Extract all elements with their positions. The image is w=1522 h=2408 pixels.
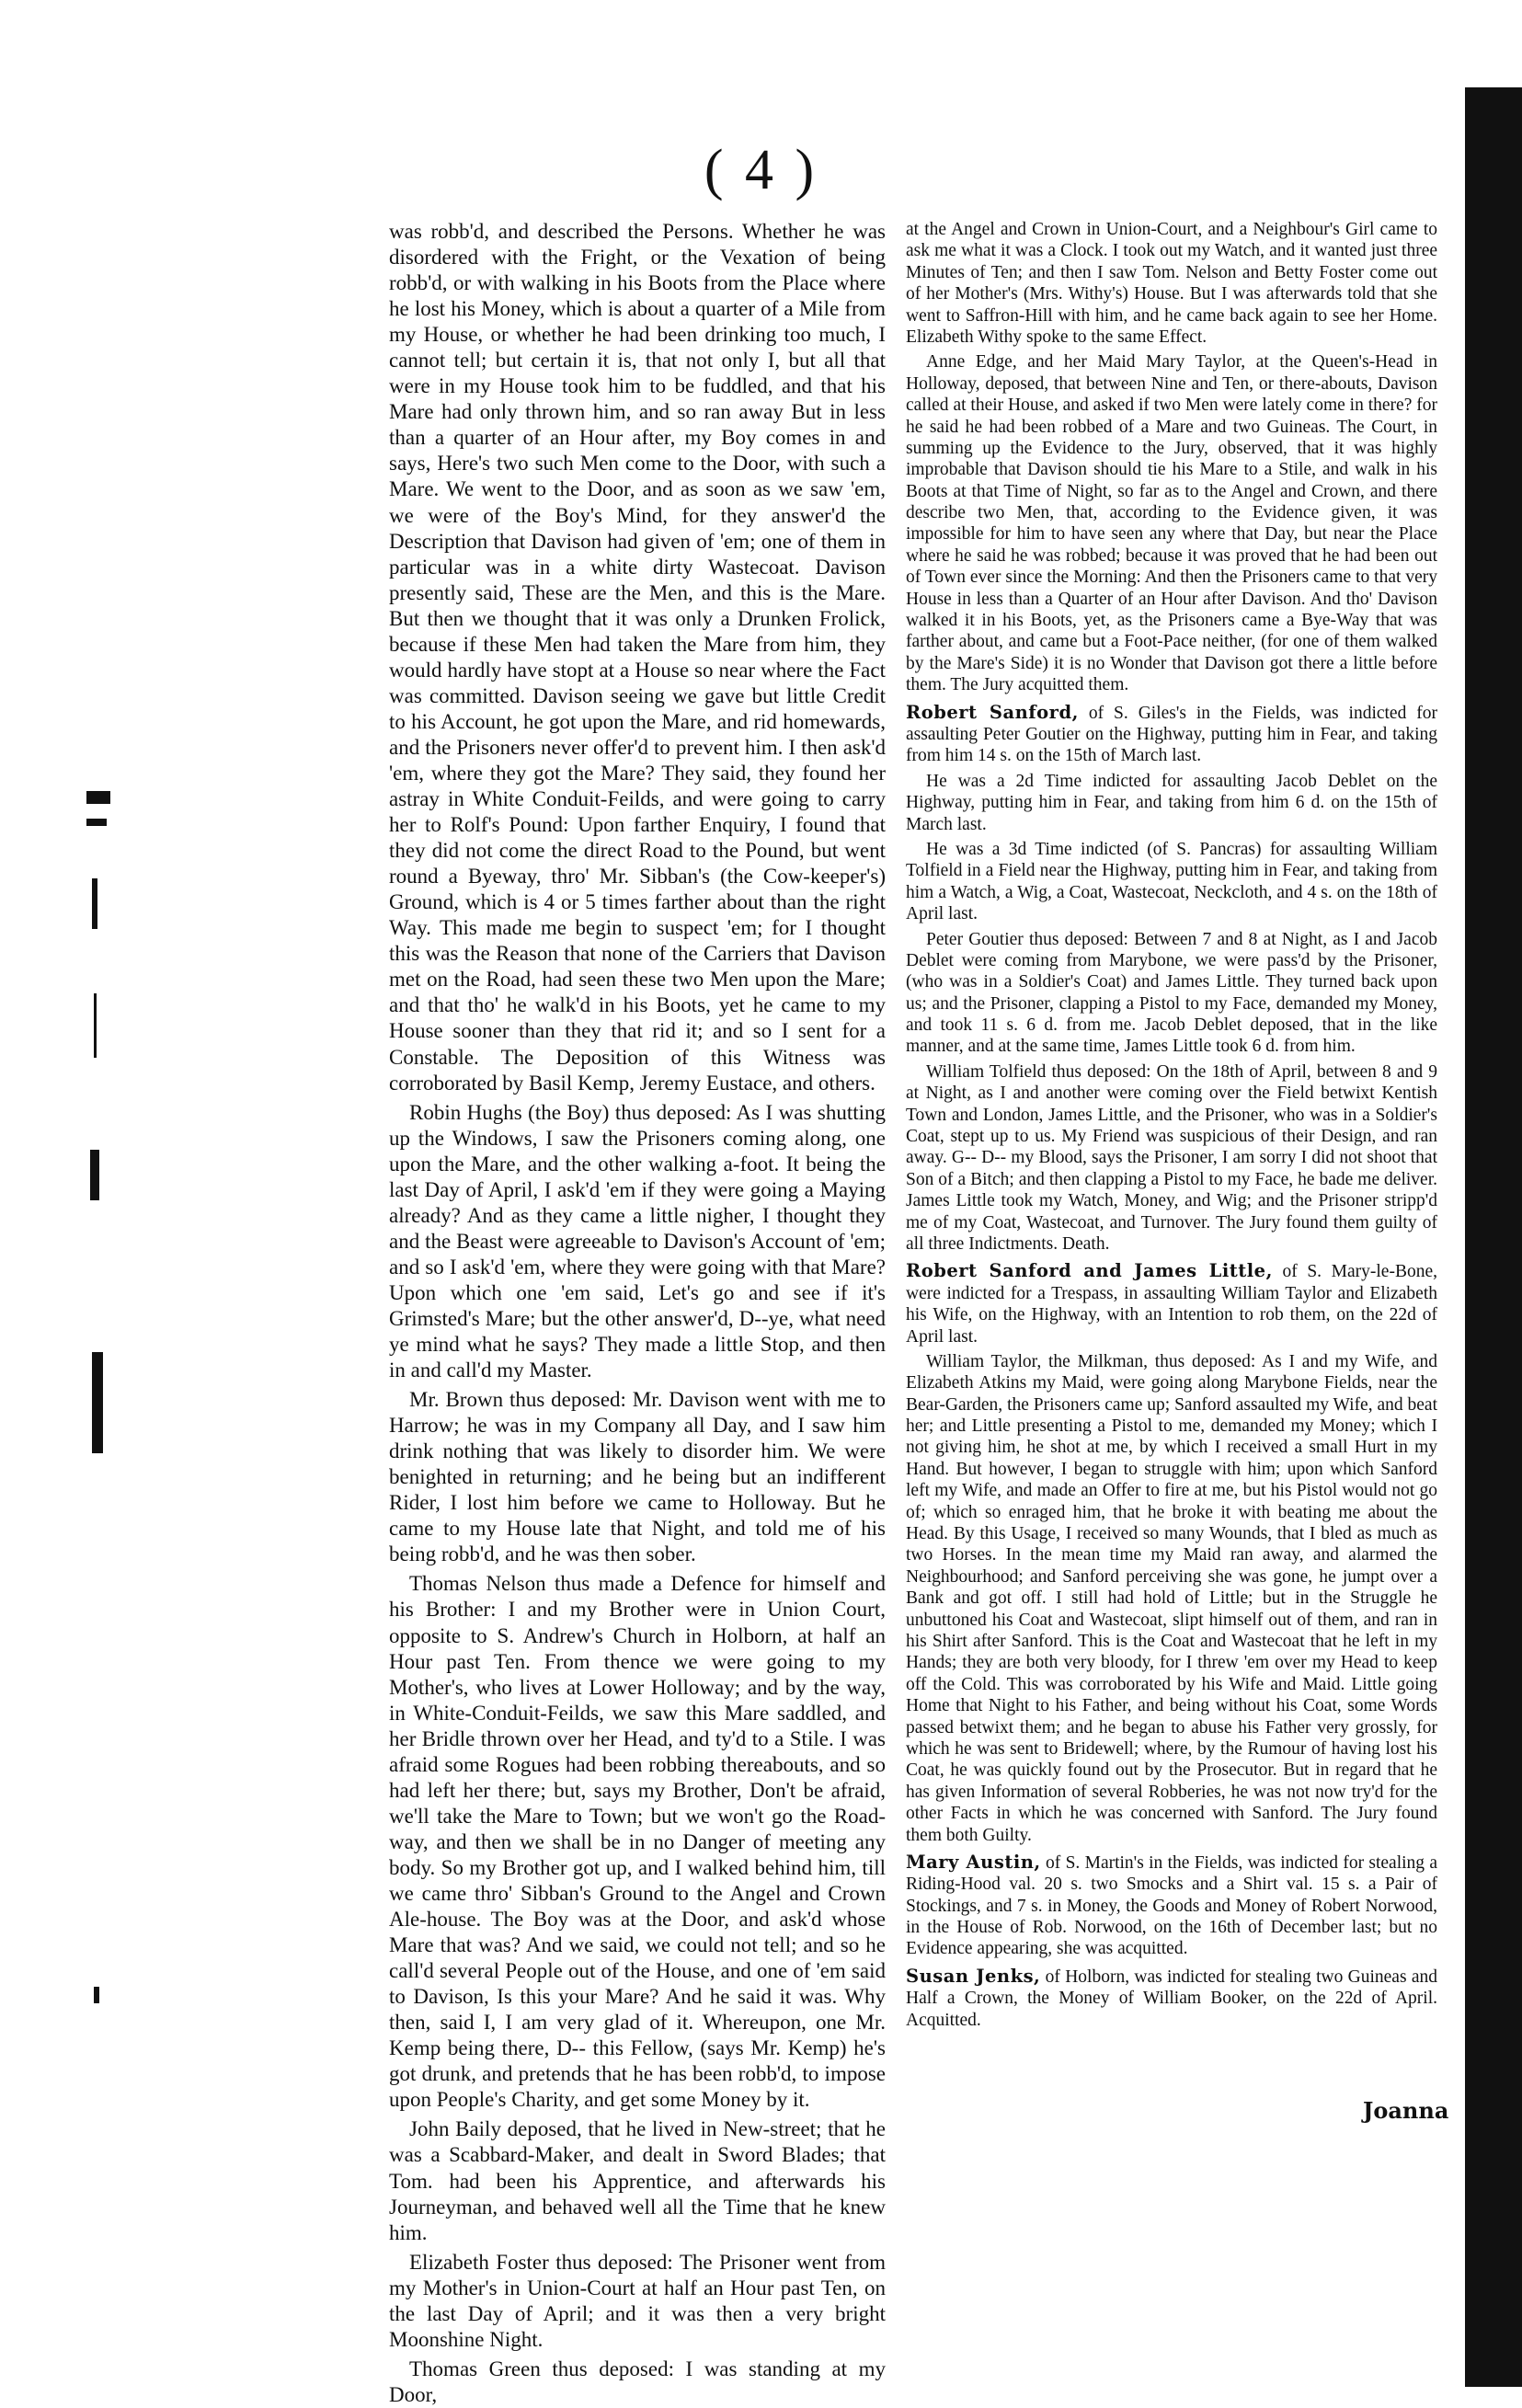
- defendant-name: Mary Austin,: [906, 1851, 1041, 1873]
- paragraph: Peter Goutier thus deposed: Between 7 and 8 at Night, as I and Jacob Deblet were coming from Marybone, we were pass'd by the Prisoner, (who was in a Soldier's Coat) and James Little. They turned back upon us; and the Prisoner, clapping a Pistol to my Face, demanded my Money, and took 11 s. 6 d. from me. Jacob Deblet deposed, that in the like manner, and at the same time, James Little took 6 d. from him.: [906, 929, 1437, 1057]
- scan-edge-marks: [74, 791, 110, 2005]
- paragraph: Robin Hughs (the Boy) thus deposed: As I was shutting up the Windows, I saw the Prisoners coming along, one upon the Mare, and the other walking a-foot. It being the last Day of April, I ask'd 'em if they were going a Maying already? And as they came a little nigher, I thought they and the Beast were agreeable to Davison's Account of 'em; and so I ask'd 'em, where they were going with that Mare? Upon which one 'em said, Let's go and see if it's Grimsted's Mare; but the other answer'd, D--ye, what need ye mind what he says? They made a little Stop, and then in and call'd my Master.: [389, 1100, 886, 1382]
- case-entry: [906, 1260, 1437, 1347]
- paragraph: He was a 2d Time indicted for assaulting Jacob Deblet on the Highway, putting him in Fear, and taking from him 6 d. on the 15th of March last.: [906, 771, 1437, 834]
- paragraph: He was a 3d Time indicted (of S. Pancras) for assaulting William Tolfield in a Field near the Highway, putting him in Fear, and taking from him a Watch, a Wig, a Coat, Wastecoat, Neckcloth, and 4 s. on the 18th of April last.: [906, 839, 1437, 924]
- scan-binding-edge: [1465, 87, 1522, 2387]
- left-column: [389, 219, 886, 2406]
- case-entry: [906, 1966, 1437, 2031]
- right-column: [906, 219, 1437, 2114]
- case-text: of S. Giles's in the Fields, was indicted for assaulting Peter Goutier on the Highway, putting him in Fear, and taking from him 14 s. on the 15th of March last.: [906, 703, 1438, 766]
- defendant-name: Robert Sanford and James Little,: [906, 1260, 1273, 1282]
- paragraph: Thomas Nelson thus made a Defence for himself and his Brother: I and my Brother were in Union Court, opposite to S. Andrew's Church in Holborn, at half an Hour past Ten. From thence we were going to my Mother's, who lives at Lower Holloway; and by the way, in White-Conduit-Feilds, we saw this Mare saddled, and her Bridle thrown over her Head, and ty'd to a Stile. I was afraid some Rogues had been robbing thereabouts, and so had left her there; but, says my Brother, Don't be afraid, we'll take the Mare to Town; but we won't go the Road-way, and then we shall be in no Danger of meeting any body. So my Brother got up, and I walked behind him, till we came thro' Sibban's Ground to the Angel and Crown Ale-house. The Boy was at the Door, and ask'd whose Mare that was? And we said, we could not tell; and so he call'd several People out of the House, and one of 'em said to Davison, Is this your Mare? And he said it was. Why then, said I, I am very glad of it. Whereupon, one Mr. Kemp being there, D-- this Fellow, (says Mr. Kemp) he's got drunk, and pretends that he has been robb'd, to impose upon People's Charity, and get some Money by it.: [389, 1572, 886, 2112]
- page-number: ( 4 ): [704, 139, 818, 201]
- catchword: Joanna: [1363, 2097, 1449, 2124]
- case-text: of Holborn, was indicted for stealing two Guineas and Half a Crown, the Money of William Booker, on the 22d of April. Acquitted.: [906, 1967, 1438, 2030]
- paragraph: was robb'd, and described the Persons. Whether he was disordered with the Fright, or the Vexation of being robb'd, or with walking in his Boots from the Place where he lost his Money, which is about a quarter of a Mile from my House, or whether he had been drinking too much, I cannot tell; but certain it is, that not only I, but all that were in my House took him to be fuddled, and that his Mare had only thrown him, and so ran away But in less than a quarter of an Hour after, my Boy comes in and says, Here's two such Men come to the Door, with such a Mare. We went to the Door, and as soon as we saw 'em, we were of the Boy's Mind, for they answer'd the Description that Davison had given of 'em; one of them in particular was in a white dirty Wastecoat. Davison presently said, These are the Men, and this is the Mare. But then we thought that it was only a Drunken Frolick, because if these Men had taken the Mare from him, they would hardly have stopt at a House so near where the Fact was committed. Davison seeing we gave but little Credit to his Account, he got upon the Mare, and rid homewards, and the Prisoners never offer'd to prevent him. I then ask'd 'em, where they got the Mare? They said, they found her astray in White Conduit-Feilds, and were going to carry her to Rolf's Pound: Upon farther Enquiry, I found that they did not come the direct Road to the Pound, but went round a Byeway, thro' Mr. Sibban's (the Cow-keeper's) Ground, which is 4 or 5 times farther about than the right Way. This made me begin to suspect 'em; for I thought this was the Reason that none of the Carriers that Davison met on the Road, had seen these two Men upon the Mare; and that tho' he walk'd in his Boots, yet he came to my House sooner than they that rid it; and so I sent for a Constable. The Deposition of this Witness was corroborated by Basil Kemp, Jeremy Eustace, and others.: [389, 220, 886, 1095]
- paragraph: John Baily deposed, that he lived in New-street; that he was a Scabbard-Maker, and dealt in Sword Blades; that Tom. had been his Apprentice, and afterwards his Journeyman, and behaved well all the Time that he knew him.: [389, 2117, 886, 2244]
- defendant-name: Susan Jenks,: [906, 1965, 1041, 1987]
- paragraph: Mr. Brown thus deposed: Mr. Davison went with me to Harrow; he was in my Company all Day, and I saw him drink nothing that was likely to disorder him. We were benighted in returning; and he being but an indifferent Rider, I lost him before we came to Holloway. But he came to my House late that Night, and told me of his being robb'd, and he was then sober.: [389, 1388, 886, 1566]
- paragraph: Anne Edge, and her Maid Mary Taylor, at the Queen's-Head in Holloway, deposed, that between Nine and Ten, or there-abouts, Davison called at their House, and asked if two Men were lately come in there? for he said he had been robbed of a Mare and two Guineas. The Court, in summing up the Evidence to the Jury, observed, that it was highly improbable that Davison should tie his Mare to a Stile, and walk in his Boots at that Time of Night, so far as to the Angel and Crown, and there describe two Men, that, according to the Evidence given, it was impossible for him to have seen any where that Day, but near the Place where he said he was robbed; because it was proved that he had been out of Town ever since the Morning: And then the Prisoners came to that very House in less than a Quarter of an Hour after Davison. And tho' Davison walked it in his Boots, yet, as the Prisoners came a Bye-Way that was farther about, and came but a Foot-Pace neither, (for one of them walked by the Mare's Side) it is no Wonder that Davison got there a little before them. The Jury acquitted them.: [906, 352, 1437, 695]
- defendant-name: Robert Sanford,: [906, 701, 1079, 723]
- paragraph: William Taylor, the Milkman, thus deposed: As I and my Wife, and Elizabeth Atkins my Maid, were going along Marybone Fields, near the Bear-Garden, the Prisoners came up; Sanford assaulted my Wife, and beat her; and Little presenting a Pistol to me, demanded my Money; which I not giving him, he shot at me, by which I received a small Hurt in my Hand. But however, I began to struggle with him; upon which Sanford left my Wife, and made an Offer to fire at me, but his Pistol would not go of; which so enraged him, that he broke it with beating me about the Head. By this Usage, I received so many Wounds, that I bled as much as two Horses. In the mean time my Maid ran away, and alarmed the Neighbourhood; and Sanford perceiving she was gone, he jumpt over a Bank and got off. I still had hold of Little; but in the Struggle he unbuttoned his Coat and Wastecoat, slipt himself out of them, and ran in his Shirt after Sanford. This is the Coat and Wastecoat that he left in my Hands; they are both very bloody, for I threw 'em over my Head to keep off the Cold. This was corroborated by his Wife and Maid. Little going Home that Night to his Father, and being without his Coat, some Words passed betwixt them; and he began to abuse his Father very grossly, for which he was sent to Bridewell; where, by the Rumour of having lost his Coat, he was quickly found out by the Prosecutor. But in regard that he has given Information of several Robberies, he was not now try'd for the other Facts in which he was concerned with Sanford. The Jury found them both Guilty.: [906, 1351, 1437, 1845]
- paragraph: at the Angel and Crown in Union-Court, and a Neighbour's Girl came to ask me what it was a Clock. I took out my Watch, and it wanted just three Minutes of Ten; and then I saw Tom. Nelson and Betty Foster come out of her Mother's (Mrs. Withy's) House. But I was afterwards told that she went to Saffron-Hill with him, and he came back again to see her Home. Elizabeth Withy spoke to the same Effect.: [906, 220, 1437, 347]
- paragraph: Elizabeth Foster thus deposed: The Prisoner went from my Mother's in Union-Court at half an Hour past Ten, on the last Day of April; and it was then a very bright Moonshine Night.: [389, 2250, 886, 2351]
- paragraph: Thomas Green thus deposed: I was standing at my Door,: [389, 2356, 886, 2406]
- case-text: of S. Martin's in the Fields, was indicted for stealing a Riding-Hood val. 20 s. two Smocks and a Shirt val. 15 s. a Pair of Stockings, and 7 s. in Money, the Goods and Money of Robert Norwood, in the House of Rob. Norwood, on the 16th of December last; but no Evidence appearing, she was acquitted.: [906, 1852, 1437, 1959]
- case-text: of S. Mary-le-Bone, were indicted for a Trespass, in assaulting William Taylor and Elizabeth his Wife, on the Highway, with an Intention to rob them, on the 22d of April last.: [906, 1262, 1437, 1347]
- case-entry: [906, 702, 1437, 767]
- paragraph: William Tolfield thus deposed: On the 18th of April, between 8 and 9 at Night, as I and another were coming over the Field betwixt Kentish Town and London, James Little, and the Prisoner, who was in a Soldier's Coat, stept up to us. My Friend was suspicious of their Design, and ran away. G-- D-- my Blood, says the Prisoner, I am sorry I did not shoot that Son of a Bitch; and then clapping a Pistol to my Face, he bade me deliver. James Little took my Watch, Money, and Wig; and the Prisoner stripp'd me of my Coat, Wastecoat, and Turnover. The Jury found them guilty of all three Indictments. Death.: [906, 1061, 1437, 1254]
- case-entry: [906, 1852, 1437, 1960]
